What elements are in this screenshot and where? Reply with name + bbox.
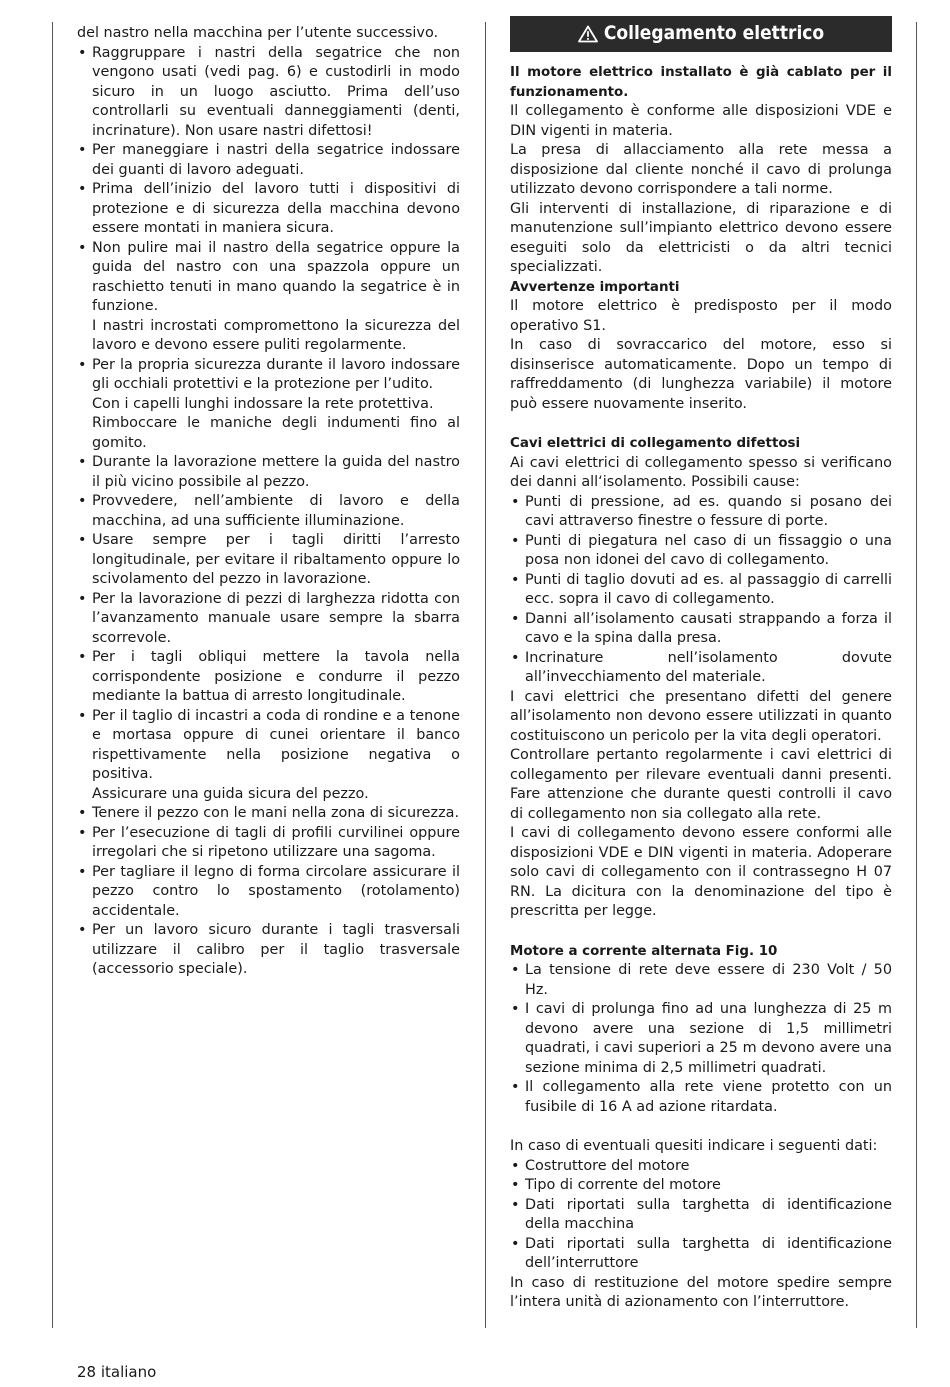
bullet-item [77, 44, 460, 142]
right-column [510, 16, 892, 1313]
questions-bullet-list [510, 1157, 892, 1274]
bullet-item [77, 863, 460, 922]
bullet-text: Incrinature nell’isolamento dovute all’invecchiamento del materiale. [525, 649, 892, 685]
questions-intro: In caso di eventuali quesiti indicare i seguenti dati: [510, 1138, 878, 1154]
bullet-text: I cavi di prolunga fino ad una lunghezza di 25 m devono avere una sezione di 1,5 millimetri quadrati, i cavi superiori a 25 m devono avere una sezione minima di 2,5 millimetri quadrati. [525, 1001, 892, 1076]
bullet-subtext: Rimboccare le maniche degli indumenti fino al gomito. [92, 415, 460, 451]
intro-bold: Il motore elettrico installato è già cablato per il funzionamento. [510, 65, 892, 100]
bullet-item [510, 961, 892, 1000]
paragraph: La presa di allacciamento alla rete messa a disposizione dal cliente nonché il cavo di prolunga utilizzato devono corrispondere a tali norme. [510, 142, 892, 197]
page-footer: 28 italiano [77, 1363, 157, 1381]
bullet-text: Dati riportati sulla targhetta di identificazione della macchina [525, 1196, 892, 1232]
bullet-text: Punti di piegatura nel caso di un fissaggio o una posa non idonei del cavo di collegamento. [525, 532, 892, 568]
section-heading: Collegamento elettrico [603, 22, 825, 45]
bullet-text: Per tagliare il legno di forma circolare assicurare il pezzo contro lo spostamento (rotolamento) accidentale. [92, 863, 460, 919]
bullet-item [510, 649, 892, 688]
bullet-text: Tenere il pezzo con le mani nella zona di sicurezza. [92, 805, 460, 821]
bullet-item [510, 1196, 892, 1235]
motor-heading: Motore a corrente alternata Fig. 10 [510, 943, 778, 959]
column-divider-left [485, 22, 486, 1328]
bullet-text: La tensione di rete deve essere di 230 Volt / 50 Hz. [525, 962, 892, 998]
bullet-item [77, 492, 460, 531]
bullet-text: Tipo di corrente del motore [525, 1177, 721, 1193]
cables-paragraphs [510, 688, 892, 922]
bullet-text: Durante la lavorazione mettere la guida del nastro il più vicino possibile al pezzo. [92, 454, 460, 490]
warning-triangle-icon [578, 25, 598, 43]
bullet-subtext: I nastri incrostati compromettono la sicurezza del lavoro e devono essere puliti regolarmente. [92, 317, 460, 353]
right-margin-rule [916, 22, 917, 1328]
bullet-item [510, 1157, 892, 1177]
bullet-item [510, 571, 892, 610]
bullet-item [77, 824, 460, 863]
bullet-item [510, 1078, 892, 1117]
bullet-text: Punti di pressione, ad es. quando si posano dei cavi attraverso finestre o fessure di porte. [525, 493, 892, 529]
warnings-paragraphs [510, 297, 892, 414]
bullet-item [77, 648, 460, 707]
paragraph: Gli interventi di installazione, di riparazione e di manutenzione sull’impianto elettrico devono essere eseguiti solo da elettricisti o da altri tecnici specializzati. [510, 200, 892, 275]
left-intro: del nastro nella macchina per l’utente successivo. [77, 25, 439, 41]
bullet-text: Per l’esecuzione di tagli di profili curvilinei oppure irregolari che si ripetono utilizzare una sagoma. [92, 824, 460, 860]
bullet-text: Per maneggiare i nastri della segatrice indossare dei guanti di lavoro adeguati. [92, 142, 460, 178]
bullet-text: Raggruppare i nastri della segatrice che non vengono usati (vedi pag. 6) e custodirli in modo sicuro in un luogo asciutto. Prima dell’uso controllarli su eventuali danneggiamenti (denti, incrinature). Non usare nastri difettosi! [92, 44, 460, 139]
paragraph: In caso di sovraccarico del motore, esso si disinserisce automaticamente. Dopo un tempo di raffreddamento (di lunghezza variabile) il motore può essere nuovamente inserito. [510, 337, 892, 412]
bullet-text: Costruttore del motore [525, 1157, 690, 1174]
bullet-item [510, 610, 892, 649]
bullet-text: Usare sempre per i tagli diritti l’arresto longitudinale, per evitare il ribaltamento oppure lo scivolamento del pezzo in lavorazione. [92, 532, 460, 587]
bullet-item [77, 804, 460, 824]
bullet-text: Per il taglio di incastri a coda di rondine e a tenone e mortasa oppure di cunei orientare il banco rispettivamente nella posizione negativa o positiva. [92, 707, 460, 782]
paragraph: Il collegamento è conforme alle disposizioni VDE e DIN vigenti in materia. [510, 103, 892, 139]
paragraph: I cavi di collegamento devono essere conformi alle disposizioni VDE e DIN vigenti in materia. Adoperare solo cavi di collegamento con il contrassegno H 07 RN. La dicitura con la denominazione del tipo è prescritta per legge. [510, 825, 892, 919]
section-heading-bar [510, 16, 892, 52]
bullet-text: Per la propria sicurezza durante il lavoro indossare gli occhiali protettivi e la protezione per l’udito. [92, 356, 460, 392]
bullet-item [77, 531, 460, 590]
warnings-heading: Avvertenze importanti [510, 279, 680, 295]
bullet-text: Dati riportati sulla targhetta di identificazione dell’interruttore [525, 1235, 892, 1271]
intro-paragraphs [510, 102, 892, 278]
bullet-text: Non pulire mai il nastro della segatrice oppure la guida del nastro con una spazzola oppure un raschietto tenuti in mano quando la segatrice è in funzione. [92, 239, 460, 314]
motor-bullet-list [510, 961, 892, 1117]
closing-paragraph: In caso di restituzione del motore spedire sempre l’intera unità di azionamento con l’interruttore. [510, 1274, 892, 1310]
cables-intro: Ai cavi elettrici di collegamento spesso si verificano dei danni all‘isolamento. Possibili cause: [510, 454, 892, 490]
bullet-text: Danni all’isolamento causati strappando a forza il cavo e la spina dalla presa. [525, 610, 892, 646]
bullet-text: Provvedere, nell’ambiente di lavoro e della macchina, ad una sufficiente illuminazione. [92, 493, 460, 529]
bullet-item [77, 590, 460, 649]
cables-bullet-list [510, 493, 892, 688]
bullet-text: Il collegamento alla rete viene protetto con un fusibile di 16 A ad azione ritardata. [525, 1079, 892, 1115]
paragraph: Il motore elettrico è predisposto per il modo operativo S1. [510, 298, 892, 334]
bullet-item [77, 921, 460, 980]
left-bullet-list [77, 44, 460, 980]
bullet-subtext: Con i capelli lunghi indossare la rete protettiva. [92, 395, 434, 412]
bullet-item [510, 493, 892, 532]
bullet-text: Per la lavorazione di pezzi di larghezza ridotta con l’avanzamento manuale usare sempre la sbarra scorrevole. [92, 590, 460, 646]
bullet-item [77, 180, 460, 239]
bullet-text: Prima dell’inizio del lavoro tutti i dispositivi di protezione e di sicurezza della macchina devono essere montati in maniera sicura. [92, 181, 460, 236]
left-margin-rule [52, 22, 53, 1328]
bullet-item [510, 1176, 892, 1196]
bullet-item [77, 356, 460, 454]
bullet-item [510, 1235, 892, 1274]
paragraph: Controllare pertanto regolarmente i cavi elettrici di collegamento per rilevare eventuali danni presenti. Fare attenzione che durante questi controlli il cavo di collegamento non sia collegato alla rete. [510, 747, 892, 822]
bullet-item [77, 707, 460, 805]
bullet-item [77, 239, 460, 356]
paragraph: I cavi elettrici che presentano difetti del genere all’isolamento non devono essere utilizzati in quanto costituiscono un pericolo per la vita degli operatori. [510, 688, 892, 744]
bullet-item [510, 1000, 892, 1078]
cables-heading: Cavi elettrici di collegamento difettosi [510, 436, 801, 451]
bullet-text: Per i tagli obliqui mettere la tavola nella corrispondente posizione e condurre il pezzo mediante la battua di arresto longitudinale. [92, 649, 460, 704]
left-column [77, 24, 460, 980]
bullet-text: Per un lavoro sicuro durante i tagli trasversali utilizzare il calibro per il taglio trasversale (accessorio speciale). [92, 922, 460, 977]
bullet-text: Punti di taglio dovuti ad es. al passaggio di carrelli ecc. sopra il cavo di collegamento. [525, 571, 892, 607]
bullet-item [510, 532, 892, 571]
bullet-subtext: Assicurare una guida sicura del pezzo. [92, 785, 369, 802]
bullet-item [77, 141, 460, 180]
bullet-item [77, 453, 460, 492]
